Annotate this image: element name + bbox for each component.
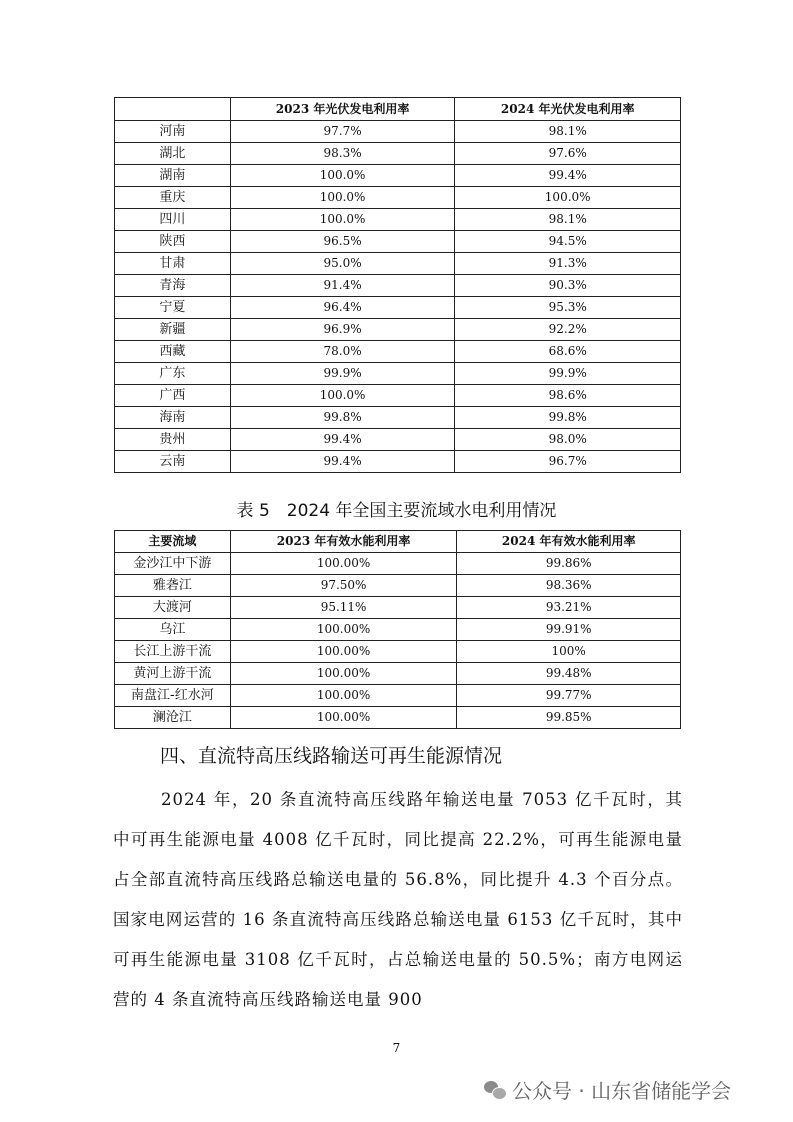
row-label-cell: 乌江 (115, 619, 231, 641)
value-cell: 99.4% (455, 165, 681, 187)
table-row (115, 385, 681, 407)
row-label-cell: 河南 (115, 121, 231, 143)
value-cell: 98.1% (455, 121, 681, 143)
value-cell: 99.9% (455, 363, 681, 385)
value-cell: 92.2% (455, 319, 681, 341)
body-paragraph: 2024 年，20 条直流特高压线路年输送电量 7053 亿千瓦时，其中可再生能源电量 4008 亿千瓦时，同比提高 22.2%，可再生能源电量占全部直流特高压线路总输送电量的 56.8%，同比提升 4.3 个百分点。国家电网运营的 16 条直流特高压线路总输送电量 6153 亿千瓦时，其中可再生能源电量 3108 亿千瓦时，占总输送电量的 50.5%；南方电网运营的 4 条直流特高压线路输送电量 900 (113, 790, 683, 1009)
value-cell: 100.00% (230, 641, 457, 663)
value-cell: 96.7% (455, 451, 681, 473)
value-cell: 99.8% (230, 407, 455, 429)
page-number: 7 (392, 1041, 401, 1055)
value-cell: 97.6% (455, 143, 681, 165)
value-cell: 78.0% (230, 341, 455, 363)
header-cell: 2024 年光伏发电利用率 (455, 98, 681, 121)
row-label-cell: 甘肃 (115, 253, 231, 275)
value-cell: 100.00% (230, 619, 457, 641)
row-label-cell: 四川 (115, 209, 231, 231)
value-cell: 99.4% (230, 429, 455, 451)
table-row (115, 619, 681, 641)
row-label-cell: 澜沧江 (115, 707, 231, 729)
value-cell: 96.5% (230, 231, 455, 253)
table-row (115, 209, 681, 231)
table-row (115, 143, 681, 165)
value-cell: 97.50% (230, 575, 457, 597)
row-label-cell: 大渡河 (115, 597, 231, 619)
header-cell: 2023 年光伏发电利用率 (230, 98, 455, 121)
table-row (115, 319, 681, 341)
wechat-icon (484, 1081, 506, 1099)
table-row (115, 663, 681, 685)
row-label-cell: 海南 (115, 407, 231, 429)
row-label-cell: 陕西 (115, 231, 231, 253)
value-cell: 100.00% (230, 685, 457, 707)
value-cell: 93.21% (457, 597, 681, 619)
row-label-cell: 云南 (115, 451, 231, 473)
table-row (115, 553, 681, 575)
value-cell: 99.48% (457, 663, 681, 685)
table-body (115, 553, 681, 729)
row-label-cell: 湖南 (115, 165, 231, 187)
hydropower-utilization-table (114, 530, 681, 729)
value-cell: 99.85% (457, 707, 681, 729)
value-cell: 91.3% (455, 253, 681, 275)
photovoltaic-utilization-table (114, 97, 681, 473)
table-row (115, 575, 681, 597)
watermark (484, 1075, 731, 1104)
header-cell: 主要流域 (115, 531, 231, 553)
value-cell: 98.6% (455, 385, 681, 407)
value-cell: 96.9% (230, 319, 455, 341)
table-row (115, 187, 681, 209)
row-label-cell: 宁夏 (115, 297, 231, 319)
value-cell: 99.86% (457, 553, 681, 575)
row-label-cell: 南盘江-红水河 (115, 685, 231, 707)
value-cell: 99.9% (230, 363, 455, 385)
value-cell: 98.36% (457, 575, 681, 597)
table-row (115, 363, 681, 385)
header-cell: 2024 年有效水能利用率 (457, 531, 681, 553)
value-cell: 95.0% (230, 253, 455, 275)
row-label-cell: 长江上游干流 (115, 641, 231, 663)
value-cell: 100% (457, 641, 681, 663)
table-row (115, 275, 681, 297)
table-row (115, 297, 681, 319)
value-cell: 94.5% (455, 231, 681, 253)
table-row (115, 597, 681, 619)
value-cell: 100.00% (230, 663, 457, 685)
row-label-cell: 西藏 (115, 341, 231, 363)
table-row (115, 641, 681, 663)
value-cell: 68.6% (455, 341, 681, 363)
row-label-cell: 广东 (115, 363, 231, 385)
row-label-cell: 黄河上游干流 (115, 663, 231, 685)
value-cell: 99.91% (457, 619, 681, 641)
table-row (115, 341, 681, 363)
row-label-cell: 广西 (115, 385, 231, 407)
table-row (115, 253, 681, 275)
table-row (115, 165, 681, 187)
value-cell: 100.0% (455, 187, 681, 209)
table-body (115, 121, 681, 473)
table-header-row (115, 98, 681, 121)
header-cell: 2023 年有效水能利用率 (230, 531, 457, 553)
row-label-cell: 雅砻江 (115, 575, 231, 597)
header-cell (115, 98, 231, 121)
table-row (115, 451, 681, 473)
value-cell: 100.0% (230, 385, 455, 407)
table-header-row (115, 531, 681, 553)
value-cell: 100.0% (230, 165, 455, 187)
value-cell: 97.7% (230, 121, 455, 143)
value-cell: 95.11% (230, 597, 457, 619)
value-cell: 98.0% (455, 429, 681, 451)
value-cell: 100.00% (230, 553, 457, 575)
row-label-cell: 青海 (115, 275, 231, 297)
value-cell: 95.3% (455, 297, 681, 319)
table-row (115, 707, 681, 729)
row-label-cell: 新疆 (115, 319, 231, 341)
table-row (115, 685, 681, 707)
value-cell: 99.4% (230, 451, 455, 473)
value-cell: 99.77% (457, 685, 681, 707)
table-row (115, 429, 681, 451)
value-cell: 98.3% (230, 143, 455, 165)
row-label-cell: 贵州 (115, 429, 231, 451)
table-row (115, 407, 681, 429)
row-label-cell: 湖北 (115, 143, 231, 165)
row-label-cell: 金沙江中下游 (115, 553, 231, 575)
table-row (115, 121, 681, 143)
section-heading: 四、直流特高压线路输送可再生能源情况 (160, 745, 503, 767)
value-cell: 90.3% (455, 275, 681, 297)
watermark-text: 公众号 · 山东省储能学会 (512, 1079, 732, 1103)
value-cell: 98.1% (455, 209, 681, 231)
row-label-cell: 重庆 (115, 187, 231, 209)
value-cell: 96.4% (230, 297, 455, 319)
value-cell: 99.8% (455, 407, 681, 429)
value-cell: 100.0% (230, 209, 455, 231)
table-row (115, 231, 681, 253)
value-cell: 91.4% (230, 275, 455, 297)
table-caption: 表 5 2024 年全国主要流域水电利用情况 (236, 501, 557, 521)
value-cell: 100.0% (230, 187, 455, 209)
value-cell: 100.00% (230, 707, 457, 729)
